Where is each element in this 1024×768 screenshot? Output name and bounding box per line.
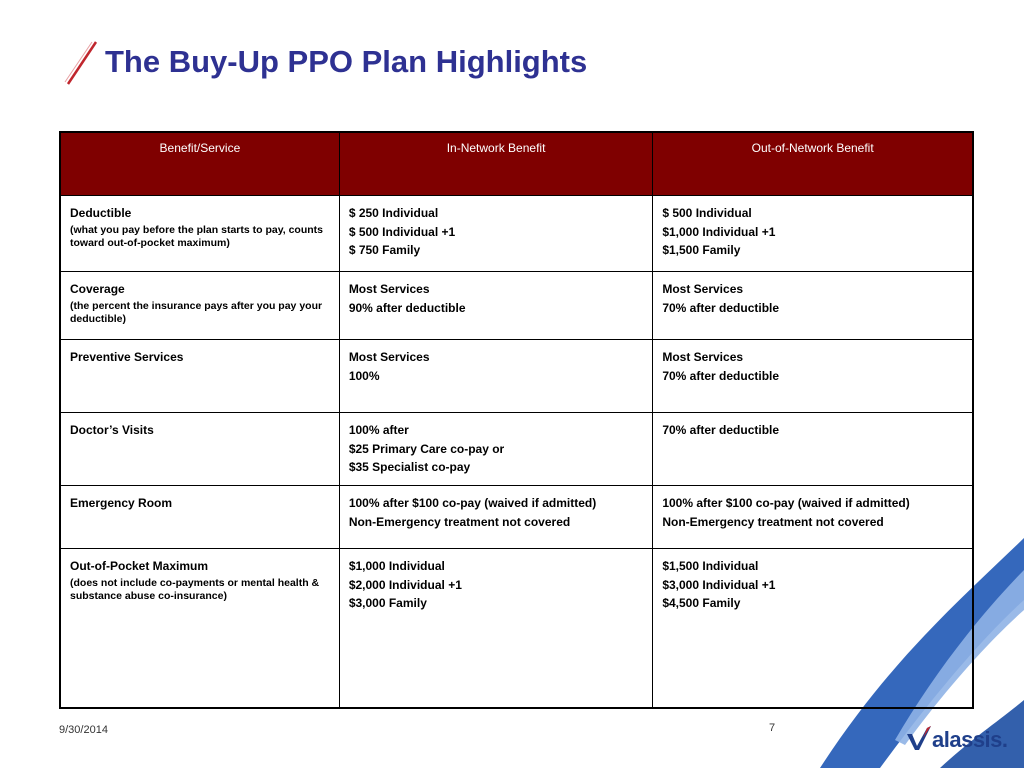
out-network-line: 70% after deductible	[662, 423, 780, 437]
out-network-line: $ 500 Individual	[662, 206, 752, 220]
in-network-line: Most Services	[348, 282, 430, 296]
header-in-network: In-Network Benefit	[339, 132, 653, 196]
table-row	[60, 413, 973, 486]
in-network-line: $25 Primary Care co-pay or	[348, 441, 505, 456]
in-network-cell	[339, 340, 653, 413]
footer-date: 9/30/2014	[59, 724, 108, 736]
benefit-note: (what you pay before the plan starts to pay, counts toward out-of-pocket maximum)	[70, 223, 324, 249]
benefit-cell	[60, 413, 339, 486]
in-network-line: Most Services	[348, 350, 430, 364]
benefit-cell	[60, 340, 339, 413]
benefits-table	[59, 131, 974, 709]
benefit-label: Preventive Services	[70, 350, 184, 364]
in-network-cell	[339, 272, 653, 340]
table-header-row	[60, 132, 973, 196]
table-row	[60, 196, 973, 272]
table-row	[60, 272, 973, 340]
table-row	[60, 549, 973, 709]
out-network-cell	[653, 196, 973, 272]
slide-title: The Buy-Up PPO Plan Highlights	[105, 44, 588, 79]
in-network-line: $3,000 Family	[348, 596, 427, 610]
out-network-cell	[653, 486, 973, 549]
benefit-cell	[60, 196, 339, 272]
title-slash-icon	[64, 40, 98, 86]
benefit-label: Deductible	[70, 206, 132, 220]
benefit-cell	[60, 549, 339, 709]
out-network-line: 70% after deductible	[662, 300, 780, 315]
in-network-cell	[339, 196, 653, 272]
in-network-line: Non-Emergency treatment not covered	[348, 514, 571, 529]
in-network-line: $1,000 Individual	[348, 559, 445, 573]
out-network-line: Non-Emergency treatment not covered	[662, 514, 884, 529]
header-out-of-network: Out-of-Network Benefit	[653, 132, 973, 196]
benefit-label: Coverage	[70, 282, 125, 296]
out-network-line: Most Services	[662, 282, 744, 296]
in-network-line: 100% after	[348, 423, 409, 437]
out-network-line: Most Services	[662, 350, 744, 364]
in-network-cell	[339, 486, 653, 549]
benefit-label: Emergency Room	[70, 496, 173, 510]
header-benefit-service: Benefit/Service	[60, 132, 339, 196]
in-network-line: 100% after $100 co-pay (waived if admitted)	[348, 496, 597, 510]
benefit-cell	[60, 486, 339, 549]
benefit-note: (does not include co-payments or mental health & substance abuse co-insurance)	[70, 576, 320, 602]
benefit-label: Out-of-Pocket Maximum	[70, 559, 209, 573]
out-network-line: $1,500 Family	[662, 243, 741, 257]
out-network-line: 100% after $100 co-pay (waived if admitted)	[662, 496, 910, 510]
in-network-line: $ 750 Family	[348, 243, 421, 257]
in-network-line: $35 Specialist co-pay	[348, 460, 471, 474]
in-network-line: $ 500 Individual +1	[348, 224, 456, 239]
in-network-line: 90% after deductible	[348, 300, 466, 315]
benefit-cell	[60, 272, 339, 340]
in-network-cell	[339, 549, 653, 709]
out-network-cell	[653, 340, 973, 413]
benefit-note: (the percent the insurance pays after you pay your deductible)	[70, 299, 323, 325]
in-network-line: $ 250 Individual	[348, 206, 439, 220]
table-row	[60, 340, 973, 413]
out-network-line: 70% after deductible	[662, 368, 780, 383]
in-network-cell	[339, 413, 653, 486]
out-network-cell	[653, 413, 973, 486]
out-network-line: $1,000 Individual +1	[662, 224, 776, 239]
out-network-line: $1,500 Individual	[662, 559, 759, 573]
page-number: 7	[769, 722, 776, 734]
table-row	[60, 486, 973, 549]
valassis-logo	[906, 726, 1008, 752]
out-network-cell	[653, 272, 973, 340]
out-network-cell	[653, 549, 973, 709]
in-network-line: 100%	[348, 368, 380, 383]
out-network-line: $3,000 Individual +1	[662, 577, 776, 592]
in-network-line: $2,000 Individual +1	[348, 577, 462, 592]
out-network-line: $4,500 Family	[662, 596, 741, 610]
logo-v-mark-icon	[906, 726, 932, 752]
benefit-label: Doctor’s Visits	[70, 423, 154, 437]
logo-text: alassis.	[932, 727, 1008, 752]
